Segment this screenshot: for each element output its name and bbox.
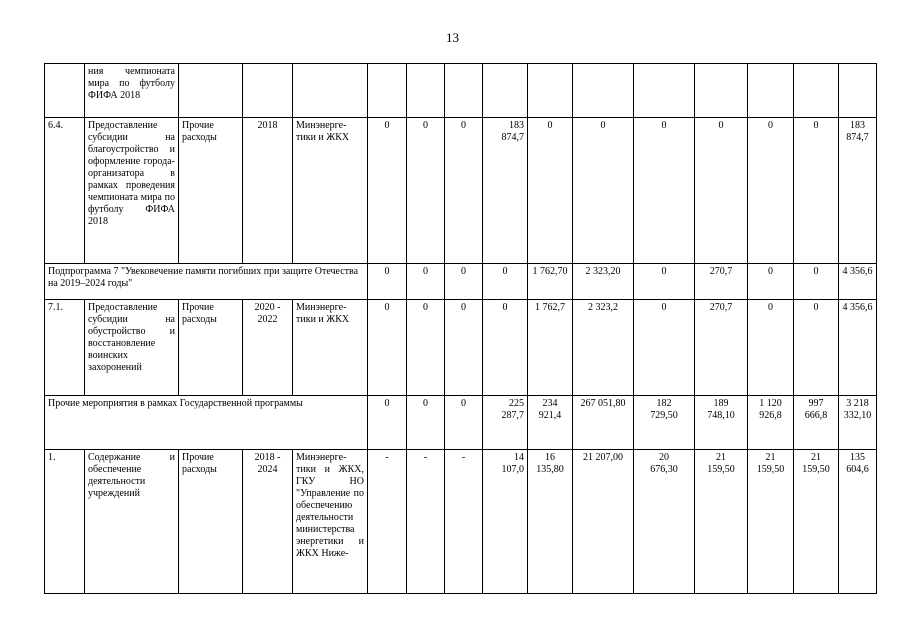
value-cell: 0 (748, 118, 794, 264)
section-row (45, 396, 877, 450)
budget-table (44, 63, 877, 594)
item-number (45, 64, 85, 118)
value-cell: 182 729,50 (634, 396, 695, 450)
executor: Минэнерге-тики и ЖКХ (293, 300, 368, 396)
value-cell: 270,7 (695, 300, 748, 396)
value-cell: 0 (634, 118, 695, 264)
value-cell: 2 323,20 (573, 264, 634, 300)
value-cell: 0 (528, 118, 573, 264)
value-cell: 21 207,00 (573, 450, 634, 594)
expense-type: Прочие расходы (179, 118, 243, 264)
value-cell: 0 (407, 264, 445, 300)
value-cell: 0 (695, 118, 748, 264)
expense-type (179, 64, 243, 118)
item-name: ния чемпионата мира по футболу ФИФА 2018 (85, 64, 179, 118)
value-cell: 183 874,7 (483, 118, 528, 264)
value-cell: 0 (794, 118, 839, 264)
value-cell: 135 604,6 (839, 450, 877, 594)
period-years: 2018 (243, 118, 293, 264)
table-row (45, 450, 877, 594)
value-cell: 0 (748, 264, 794, 300)
value-cell (445, 64, 483, 118)
value-cell: 2 323,2 (573, 300, 634, 396)
value-cell: 0 (368, 264, 407, 300)
value-cell: 0 (483, 300, 528, 396)
value-cell (368, 64, 407, 118)
value-cell: 0 (368, 300, 407, 396)
value-cell (748, 64, 794, 118)
value-cell: 4 356,6 (839, 264, 877, 300)
item-name: Предоставление субсидии на благоустройство и оформление города-организатора в рамках проведения чемпионата мира по футболу ФИФА 2018 (85, 118, 179, 264)
value-cell (634, 64, 695, 118)
value-cell: 0 (573, 118, 634, 264)
value-cell: - (368, 450, 407, 594)
period-years: 2020 - 2022 (243, 300, 293, 396)
value-cell (573, 64, 634, 118)
value-cell: 21 159,50 (794, 450, 839, 594)
value-cell: 0 (445, 118, 483, 264)
item-name: Содержание и обеспечение деятельности учреждений (85, 450, 179, 594)
value-cell: 1 762,70 (528, 264, 573, 300)
section-title: Подпрограмма 7 "Увековечение памяти погибших при защите Отечества на 2019–2024 годы" (45, 264, 368, 300)
period-years: 2018 - 2024 (243, 450, 293, 594)
value-cell: 267 051,80 (573, 396, 634, 450)
value-cell: 21 159,50 (695, 450, 748, 594)
value-cell: 0 (407, 396, 445, 450)
value-cell: 21 159,50 (748, 450, 794, 594)
value-cell: 0 (445, 300, 483, 396)
value-cell: 189 748,10 (695, 396, 748, 450)
executor (293, 64, 368, 118)
value-cell: 183 874,7 (839, 118, 877, 264)
value-cell: 234 921,4 (528, 396, 573, 450)
value-cell: 14 107,0 (483, 450, 528, 594)
expense-type: Прочие расходы (179, 450, 243, 594)
value-cell (483, 64, 528, 118)
expense-type: Прочие расходы (179, 300, 243, 396)
value-cell (839, 64, 877, 118)
value-cell: 3 218 332,10 (839, 396, 877, 450)
period-years (243, 64, 293, 118)
table-row (45, 118, 877, 264)
value-cell: 0 (368, 396, 407, 450)
value-cell: - (445, 450, 483, 594)
value-cell (794, 64, 839, 118)
item-number: 7.1. (45, 300, 85, 396)
value-cell: 0 (483, 264, 528, 300)
value-cell: 0 (407, 118, 445, 264)
item-number: 1. (45, 450, 85, 594)
value-cell: 997 666,8 (794, 396, 839, 450)
value-cell: 0 (634, 300, 695, 396)
value-cell: 0 (748, 300, 794, 396)
value-cell: 270,7 (695, 264, 748, 300)
section-title: Прочие мероприятия в рамках Государственной программы (45, 396, 368, 450)
value-cell: 1 762,7 (528, 300, 573, 396)
table-row (45, 64, 877, 118)
section-row (45, 264, 877, 300)
item-number: 6.4. (45, 118, 85, 264)
table-row (45, 300, 877, 396)
value-cell: 16 135,80 (528, 450, 573, 594)
value-cell: 0 (634, 264, 695, 300)
executor: Минэнерге-тики и ЖКХ (293, 118, 368, 264)
value-cell (407, 64, 445, 118)
value-cell: 20 676,30 (634, 450, 695, 594)
item-name: Предоставление субсидии на обустройство и восстановление воинских захоронений (85, 300, 179, 396)
value-cell (528, 64, 573, 118)
page-number: 13 (446, 30, 459, 45)
value-cell: - (407, 450, 445, 594)
value-cell: 0 (445, 264, 483, 300)
executor: Минэнерге-тики и ЖКХ, ГКУ НО "Управление по обеспечению деятельности министерства энергетики и ЖКХ Ниже- (293, 450, 368, 594)
value-cell: 0 (407, 300, 445, 396)
value-cell: 4 356,6 (839, 300, 877, 396)
value-cell: 0 (794, 264, 839, 300)
value-cell (695, 64, 748, 118)
value-cell: 1 120 926,8 (748, 396, 794, 450)
value-cell: 0 (445, 396, 483, 450)
value-cell: 0 (794, 300, 839, 396)
value-cell: 0 (368, 118, 407, 264)
value-cell: 225 287,7 (483, 396, 528, 450)
